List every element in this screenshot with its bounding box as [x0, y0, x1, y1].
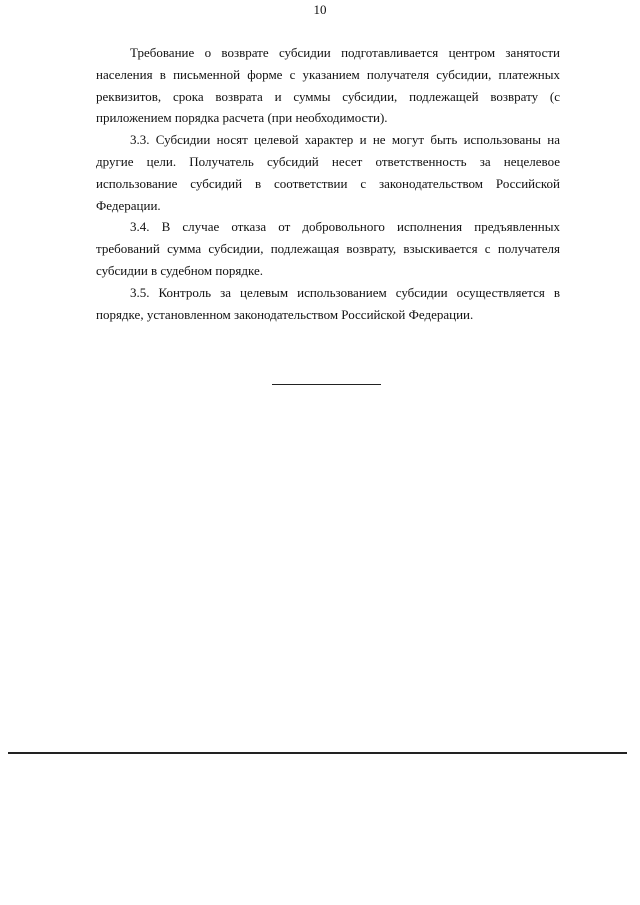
document-body [96, 42, 560, 325]
end-separator-line [272, 384, 381, 385]
page-bottom-rule [8, 752, 627, 754]
page-number: 10 [313, 2, 327, 17]
paragraph-3-5: 3.5. Контроль за целевым использованием субсидии осуществляется в порядке, установленном законодательством Российской Федерации. [96, 284, 560, 322]
paragraph-3-4: 3.4. В случае отказа от добровольного исполнения предъявленных требований сумма субсидии, подлежащая возврату, взыскивается с получателя субсидии в судебном порядке. [96, 219, 560, 278]
paragraph-refund-requirement: Требование о возврате субсидии подготавливается центром занятости населения в письменной форме с указанием получателя субсидии, платежных реквизитов, срока возврата и суммы субсидии, подлежащей возврату (с приложением порядка расчета (при необходимости). [96, 45, 560, 126]
paragraph-3-3: 3.3. Субсидии носят целевой характер и не могут быть использованы на другие цели. Получатель субсидий несет ответственность за нецелевое использование субсидий в соответствии с законодательством Российской Федерации. [96, 132, 560, 213]
